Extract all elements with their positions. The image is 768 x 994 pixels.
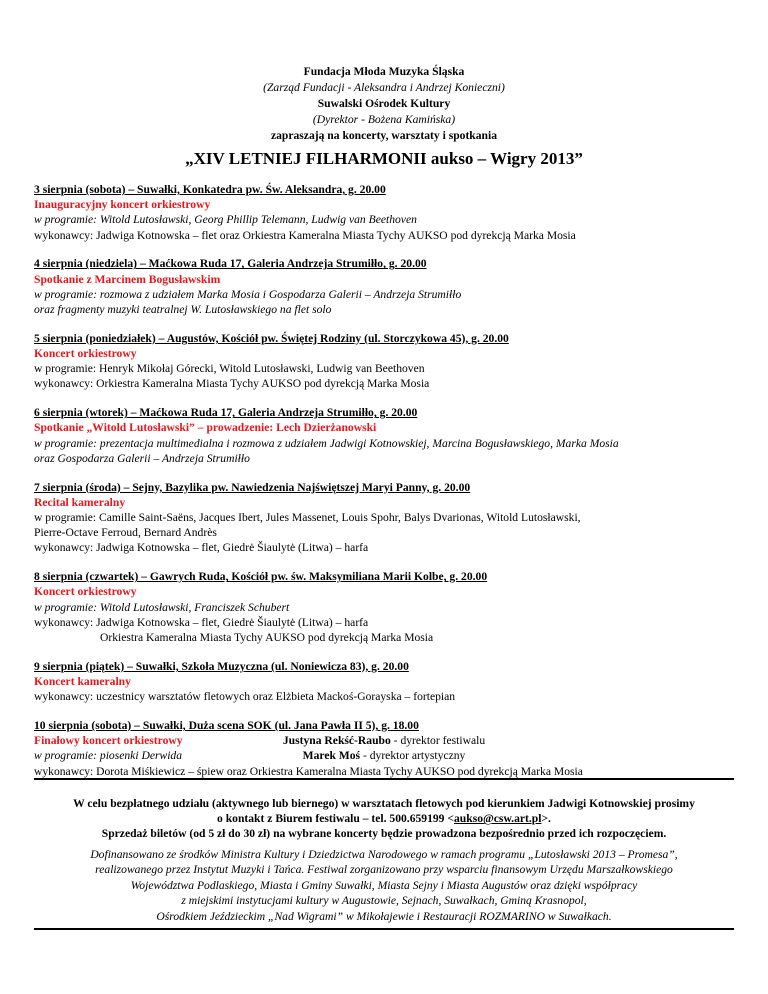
notice-line-1: W celu bezpłatnego udziału (aktywnego lub biernego) w warsztatach fletowych pod kierunkiem Jadwigi Kotnowskiej prosimy — [73, 797, 695, 810]
event-program-continued: Pierre-Octave Ferroud, Bernard Andrès — [34, 526, 217, 540]
event-performers-continued: Orkiestra Kameralna Miasta Tychy AUKSO pod dyrekcją Marka Mosia — [100, 631, 434, 645]
invitation-line: zapraszają na koncerty, warsztaty i spotkania — [270, 129, 498, 142]
funding-line-4: z miejskimi instytucjami kultury w Augustowie, Sejnach, Suwałkach, Gminą Krasnopol, — [181, 894, 587, 908]
divider-top — [34, 778, 734, 780]
notice-line-3: Sprzedaż biletów (od 5 zł do 30 zł) na wybrane koncerty będzie prowadzona bezpośrednio przed ich rozpoczęciem. — [101, 827, 667, 841]
funding-line-1: Dofinansowano ze środków Ministra Kultury i Dziedzictwa Narodowego w ramach programu „Lutosławski 2013 – Promesa”, — [90, 848, 678, 861]
event-date-place: 7 sierpnia (środa) – Sejny, Bazylika pw. Nawiedzenia Najświętszej Maryi Panny, g. 20.00 — [34, 480, 471, 494]
notice-contact-end: >. — [541, 812, 551, 826]
festival-director — [0, 733, 768, 748]
event-program-continued: oraz fragmenty muzyki teatralnej W. Lutosławskiego na flet solo — [34, 303, 332, 317]
header — [0, 64, 768, 144]
event-date-place: 5 sierpnia (poniedziałek) – Augustów, Kościół pw. Świętej Rodziny (ul. Storczykowa 45), g. 20.00 — [34, 331, 509, 345]
artistic-director-name: Marek Moś — [302, 749, 361, 763]
event-item — [34, 480, 754, 556]
event-program: w programie: Witold Lutosławski, Franciszek Schubert — [34, 600, 290, 614]
funding-line-3: Województwa Podlaskiego, Miasta i Gminy Suwałki, Miasta Sejny i Miasta Augustów oraz dzięki współpracy — [130, 878, 638, 892]
event-program: w programie: Witold Lutosławski, Georg Phillip Telemann, Ludwig van Beethoven — [34, 213, 417, 227]
email-link[interactable]: aukso@csw.art.pl — [454, 812, 542, 826]
event-item — [34, 659, 754, 705]
organizer-2: Suwalski Ośrodek Kultury — [317, 97, 451, 110]
event-type: Recital kameralny — [34, 495, 126, 509]
event-type: Finałowy koncert orkiestrowy — [34, 734, 183, 748]
festival-director-name: Justyna Rekść-Raubo — [282, 734, 391, 747]
festival-director-role: - dyrektor festiwalu — [390, 734, 486, 747]
event-performers: wykonawcy: Orkiestra Kameralna Miasta Tychy AUKSO pod dyrekcją Marka Mosia — [34, 377, 430, 391]
event-program: w programie: prezentacja multimedialna i rozmowa z udziałem Jadwigi Kotnowskiej, Marcina Bogusławskiego, Marka Mosia — [34, 436, 619, 450]
event-date-place: 6 sierpnia (wtorek) – Maćkowa Ruda 17, Galeria Andrzeja Strumiłło, g. 20.00 — [34, 406, 418, 420]
event-type: Inauguracyjny koncert orkiestrowy — [34, 198, 211, 212]
event-program: w programie: piosenki Derwida — [34, 749, 183, 763]
event-program: w programie: rozmowa z udziałem Marka Mosia i Gospodarza Galerii – Andrzeja Strumiłło — [34, 287, 462, 301]
notice-line-2 — [34, 811, 734, 826]
funding-line-2: realizowanego przez Instytut Muzyki i Tańca. Festiwal zorganizowano przy wsparciu finansowym Urzędu Marszałkowskiego — [95, 863, 673, 877]
event-item — [34, 405, 754, 466]
organizer-2-director: (Dyrektor - Bożena Kamińska) — [312, 113, 456, 126]
festival-title: „XIV LETNIEJ FILHARMONII aukso – Wigry 2013” — [185, 149, 583, 168]
event-performers: wykonawcy: uczestnicy warsztatów fletowych oraz Elżbieta Mackoś-Gorayska – fortepian — [34, 690, 456, 704]
notice-contact: o kontakt z Biurem festiwalu – tel. 500.659199 < — [217, 812, 454, 826]
funding-note — [34, 847, 734, 924]
event-type: Koncert kameralny — [34, 675, 131, 689]
event-program: w programie: Camille Saint-Saëns, Jacques Ibert, Jules Massenet, Louis Spohr, Balys Dvarionas, Witold Lutosławski, — [34, 511, 581, 525]
event-performers: wykonawcy: Dorota Miśkiewicz – śpiew oraz Orkiestra Kameralna Miasta Tychy AUKSO pod dyrekcją Marka Mosia — [34, 764, 583, 778]
event-date-place: 8 sierpnia (czwartek) – Gawrych Ruda, Kościół pw. św. Maksymiliana Marii Kolbe, g. 20.00 — [34, 570, 488, 584]
event-date-place: 4 sierpnia (niedziela) – Maćkowa Ruda 17, Galeria Andrzeja Strumiłło, g. 20.00 — [34, 257, 427, 271]
event-list — [34, 182, 754, 792]
organizer-1-board: (Zarząd Fundacji - Aleksandra i Andrzej Konieczni) — [263, 81, 505, 94]
event-item — [34, 569, 754, 645]
workshop-notice — [34, 796, 734, 842]
divider-bottom — [34, 928, 734, 930]
event-program: w programie: Henryk Mikołaj Górecki, Witold Lutosławski, Ludwig van Beethoven — [34, 362, 425, 376]
event-performers: wykonawcy: Jadwiga Kotnowska – flet oraz Orkiestra Kameralna Miasta Tychy AUKSO pod dyrekcją Marka Mosia — [34, 228, 576, 242]
event-performers: wykonawcy: Jadwiga Kotnowska – flet, Giedrė Šiaulytė (Litwa) – harfa — [34, 615, 369, 629]
event-type: Spotkanie „Witold Lutosławski” – prowadzenie: Lech Dzierżanowski — [34, 421, 377, 435]
event-item — [34, 331, 754, 392]
artistic-director — [0, 748, 768, 763]
event-type: Spotkanie z Marcinem Bogusławskim — [34, 272, 221, 286]
event-type: Koncert orkiestrowy — [34, 347, 137, 361]
event-date-place: 9 sierpnia (piątek) – Suwałki, Szkoła Muzyczna (ul. Noniewicza 83), g. 20.00 — [34, 659, 409, 673]
event-program-continued: oraz Gospodarza Galerii – Andrzeja Strumiłło — [34, 451, 250, 465]
event-item — [34, 182, 754, 243]
event-date-place: 10 sierpnia (sobota) – Suwałki, Duża scena SOK (ul. Jana Pawła II 5), g. 18.00 — [34, 719, 419, 733]
event-performers: wykonawcy: Jadwiga Kotnowska – flet, Giedrė Šiaulytė (Litwa) – harfa — [34, 541, 369, 555]
event-date-place: 3 sierpnia (sobota) – Suwałki, Konkatedra pw. Św. Aleksandra, g. 20.00 — [34, 183, 386, 196]
directors — [0, 733, 768, 763]
event-item — [34, 256, 754, 317]
funding-line-5: Ośrodkiem Jeździeckim „Nad Wigrami” w Mikołajewie i Restauracji ROZMARINO w Suwałkach. — [156, 909, 612, 923]
organizer-1: Fundacja Młoda Muzyka Śląska — [303, 65, 465, 78]
artistic-director-role: - dyrektor artystyczny — [360, 749, 466, 763]
event-type: Koncert orkiestrowy — [34, 585, 137, 599]
